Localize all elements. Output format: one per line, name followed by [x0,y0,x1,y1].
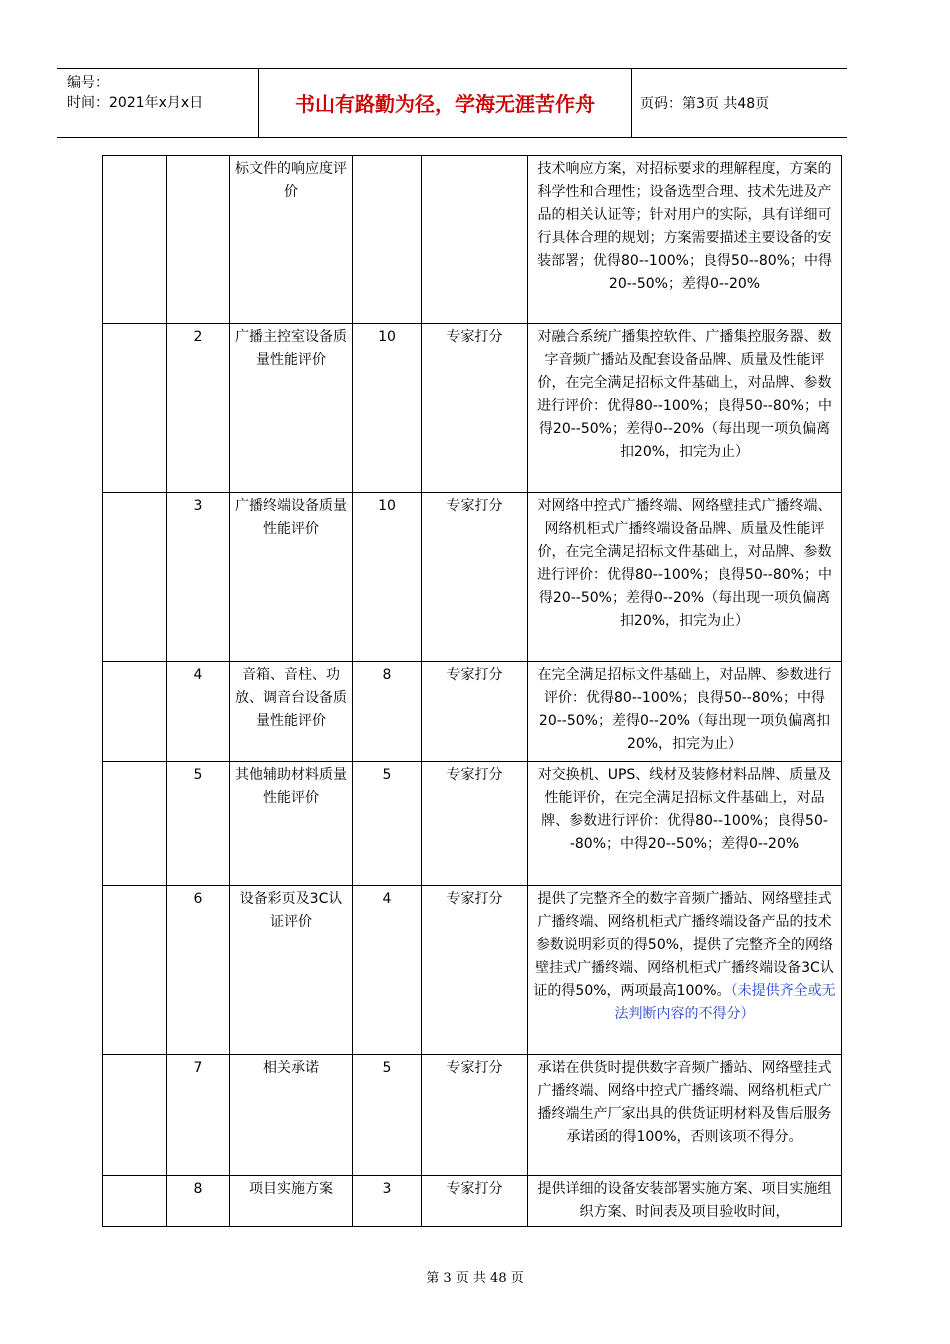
row-number: 3 [167,493,230,662]
description-text: 对融合系统广播集控软件、广播集控服务器、数字音频广播站及配套设备品牌、质量及性能评价，在完全满足招标文件基础上，对品牌、参数进行评价：优得80--100%；良得50--80%；中得20--50%；差得0--20%（每出现一项负偏离扣20%，扣完为止） [537,329,832,460]
serial-label: 编号： [67,75,109,91]
blank-cell [103,493,167,662]
blank-cell [103,886,167,1055]
description-text: 对网络中控式广播终端、网络壁挂式广播终端、网络机柜式广播终端设备品牌、质量及性能评价，在完全满足招标文件基础上，对品牌、参数进行评价：优得80--100%；良得50--80%；中得20--50%；差得0--20%（每出现一项负偏离扣20%，扣完为止） [537,498,832,629]
row-method: 专家打分 [422,324,528,493]
row-score: 10 [353,324,422,493]
row-name: 相关承诺 [230,1055,353,1176]
row-method: 专家打分 [422,1176,528,1227]
row-score: 5 [353,762,422,886]
header-page-cell [632,69,847,137]
blank-cell [103,762,167,886]
table-row [103,156,842,324]
row-description [528,662,842,762]
table-row [103,324,842,493]
blank-cell [103,1176,167,1227]
row-method: 专家打分 [422,1055,528,1176]
row-number: 4 [167,662,230,762]
row-description [528,1176,842,1227]
page-header [57,68,847,138]
row-number: 2 [167,324,230,493]
table-row [103,1176,842,1227]
blank-cell [103,1055,167,1176]
header-meta-cell [57,69,259,137]
table-row [103,762,842,886]
row-method [422,156,528,324]
table-row [103,1055,842,1176]
row-number: 7 [167,1055,230,1176]
description-text: 提供了完整齐全的数字音频广播站、网络壁挂式广播终端、网络机柜式广播终端设备产品的技术参数说明彩页的得50%，提供了完整齐全的网络壁挂式广播终端、网络机柜式广播终端设备3C认证的得50%，两项最高100%。 [533,891,834,999]
table-row [103,662,842,762]
row-name: 设备彩页及3C认证评价 [230,886,353,1055]
row-name: 项目实施方案 [230,1176,353,1227]
blank-cell [103,662,167,762]
scoring-table [102,155,842,1227]
row-score: 10 [353,493,422,662]
row-number: 8 [167,1176,230,1227]
row-name: 广播终端设备质量性能评价 [230,493,353,662]
row-score: 5 [353,1055,422,1176]
blank-cell [103,324,167,493]
description-text: 提供详细的设备安装部署实施方案、项目实施组织方案、时间表及项目验收时间， [537,1181,832,1220]
page-info: 页码：第3页 共48页 [640,96,770,112]
row-description [528,324,842,493]
row-score: 3 [353,1176,422,1227]
row-score: 8 [353,662,422,762]
row-number: 5 [167,762,230,886]
row-description [528,762,842,886]
description-note: （未提供齐全或无法判断内容的不得分） [614,983,836,1022]
table-row [103,493,842,662]
row-name: 音箱、音柱、功放、调音台设备质量性能评价 [230,662,353,762]
row-method: 专家打分 [422,493,528,662]
motto: 书山有路勤为径，学海无涯苦作舟 [295,92,595,116]
description-text: 承诺在供货时提供数字音频广播站、网络壁挂式广播终端、网络中控式广播终端、网络机柜式广播终端生产厂家出具的供货证明材料及售后服务承诺函的得100%，否则该项不得分。 [537,1060,832,1145]
row-number [167,156,230,324]
row-name: 标文件的响应度评价 [230,156,353,324]
description-text: 技术响应方案，对招标要求的理解程度，方案的科学性和合理性；设备选型合理、技术先进及产品的相关认证等；针对用户的实际，具有详细可行具体合理的规划；方案需要描述主要设备的安装部署；优得80--100%；良得50--80%；中得20--50%；差得0--20% [537,161,832,292]
date-line: 时间：2021年x月x日 [67,95,204,111]
row-description [528,886,842,1055]
blank-cell [103,156,167,324]
row-score: 4 [353,886,422,1055]
row-name: 其他辅助材料质量性能评价 [230,762,353,886]
row-method: 专家打分 [422,886,528,1055]
row-name: 广播主控室设备质量性能评价 [230,324,353,493]
row-description [528,1055,842,1176]
row-number: 6 [167,886,230,1055]
page-footer: 第 3 页 共 48 页 [426,1271,524,1286]
row-description [528,156,842,324]
row-score [353,156,422,324]
row-method: 专家打分 [422,662,528,762]
table-row [103,886,842,1055]
description-text: 对交换机、UPS、线材及装修材料品牌、质量及性能评价，在完全满足招标文件基础上，对品牌、参数进行评价：优得80--100%；良得50--80%；中得20--50%；差得0--20% [537,767,832,852]
description-text: 在完全满足招标文件基础上，对品牌、参数进行评价：优得80--100%；良得50--80%；中得20--50%；差得0--20%（每出现一项负偏离扣20%，扣完为止） [537,667,832,752]
header-motto-cell [259,69,632,137]
row-description [528,493,842,662]
row-method: 专家打分 [422,762,528,886]
